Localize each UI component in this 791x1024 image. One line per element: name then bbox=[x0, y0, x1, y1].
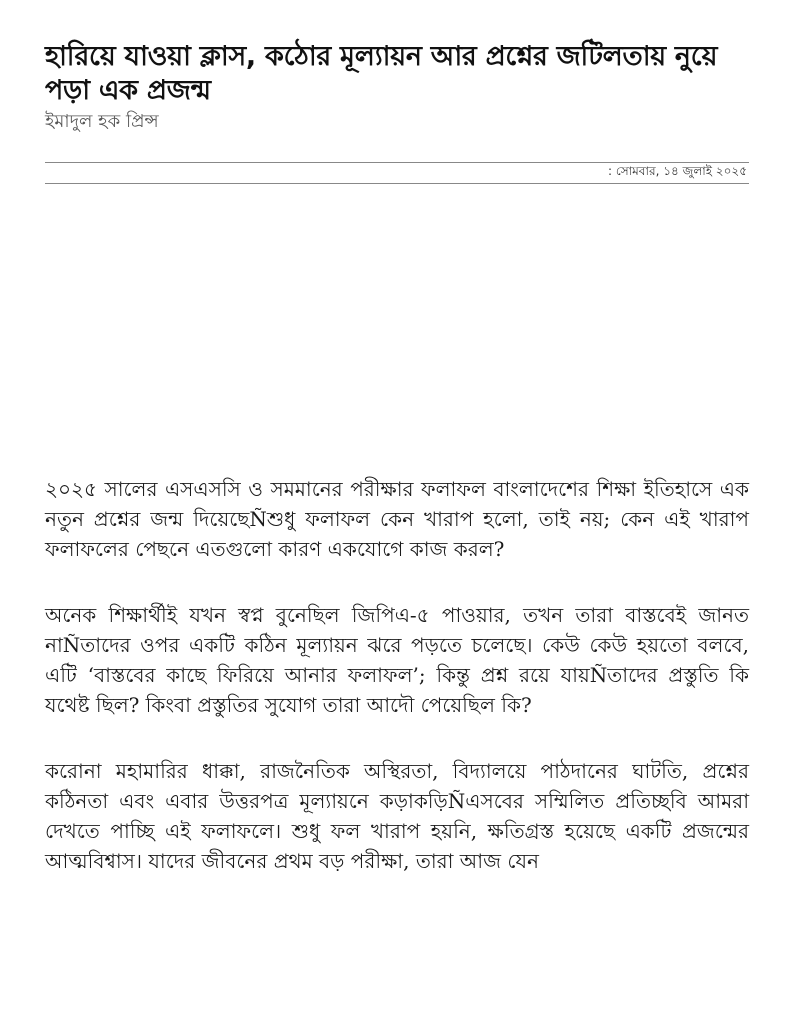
date-bar bbox=[45, 162, 749, 184]
article-headline: হারিয়ে যাওয়া ক্লাস, কঠোর মূল্যায়ন আর প্রশ্নের জটিলতায় নুয়ে পড়া এক প্রজন্ম bbox=[45, 41, 718, 106]
article-body bbox=[45, 474, 749, 876]
paragraph-2: অনেক শিক্ষার্থীই যখন স্বপ্ন বুনেছিল জিপিএ-৫ পাওয়ার, তখন তারা বাস্তবেই জানত নাÑতাদের ওপর একটি কঠিন মূল্যায়ন ঝরে পড়তে চলেছে। কেউ কেউ হয়তো বলবে, এটি ‘বাস্তবের কাছে ফিরিয়ে আনার ফলাফল’; কিন্তু প্রশ্ন রয়ে যায়Ñতাদের প্রস্তুতি কি যথেষ্ট ছিল? কিংবা প্রস্তুতির সুযোগ তারা আদৌ পেয়েছিল কি? bbox=[45, 603, 749, 717]
publish-date: : সোমবার, ১৪ জুলাই ২০২৫ bbox=[608, 164, 747, 178]
image-placeholder bbox=[45, 184, 749, 474]
article bbox=[45, 40, 749, 912]
article-byline: ইমাদুল হক প্রিন্স bbox=[45, 111, 159, 132]
paragraph-1: ২০২৫ সালের এসএসসি ও সমমানের পরীক্ষার ফলাফল বাংলাদেশের শিক্ষা ইতিহাসে এক নতুন প্রশ্নের জন্ম দিয়েছেÑশুধু ফলাফল কেন খারাপ হলো, তাই নয়; কেন এই খারাপ ফলাফলের পেছনে এতগুলো কারণ একযোগে কাজ করল? bbox=[45, 477, 749, 561]
paragraph-3: করোনা মহামারির ধাক্কা, রাজনৈতিক অস্থিরতা, বিদ্যালয়ে পাঠদানের ঘাটতি, প্রশ্নের কঠিনতা এবং এবার উত্তরপত্র মূল্যায়নে কড়াকড়িÑএসবের সম্মিলিত প্রতিচ্ছবি আমরা দেখতে পাচ্ছি এই ফলাফলে। শুধু ফল খারাপ হয়নি, ক্ষতিগ্রস্ত হয়েছে একটি প্রজন্মের আত্মবিশ্বাস। যাদের জীবনের প্রথম বড় পরীক্ষা, তারা আজ যেন bbox=[45, 759, 749, 873]
